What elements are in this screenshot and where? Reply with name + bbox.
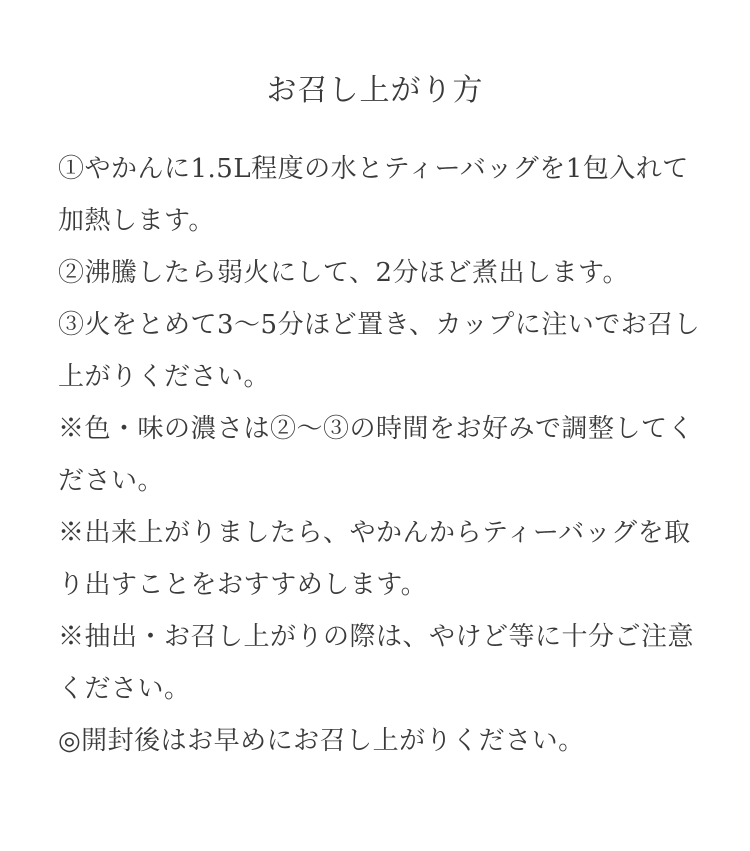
instruction-line: ①やかんに1.5L程度の水とティーバッグを1包入れて — [58, 154, 689, 184]
instruction-line: ださい。 — [58, 466, 165, 496]
instruction-line: ※色・味の濃さは②〜③の時間をお好みで調整してく — [58, 414, 695, 444]
instruction-line: ③火をとめて3〜5分ほど置き、カップに注いでお召し — [58, 310, 701, 340]
instruction-line: ②沸騰したら弱火にして、2分ほど煮出します。 — [58, 258, 629, 288]
instruction-line: ※抽出・お召し上がりの際は、やけど等に十分ご注意 — [58, 622, 695, 652]
instruction-line: ください。 — [58, 674, 191, 704]
instruction-line: り出すことをおすすめします。 — [58, 570, 428, 600]
instruction-line: ※出来上がりましたら、やかんからティーバッグを取 — [58, 518, 691, 548]
page-title: お召し上がり方 — [266, 73, 484, 108]
instruction-body — [58, 143, 701, 767]
instruction-line: ◎開封後はお早めにお召し上がりください。 — [58, 726, 585, 756]
instruction-line: 上がりください。 — [58, 362, 271, 392]
instruction-line: 加熱します。 — [58, 206, 215, 236]
